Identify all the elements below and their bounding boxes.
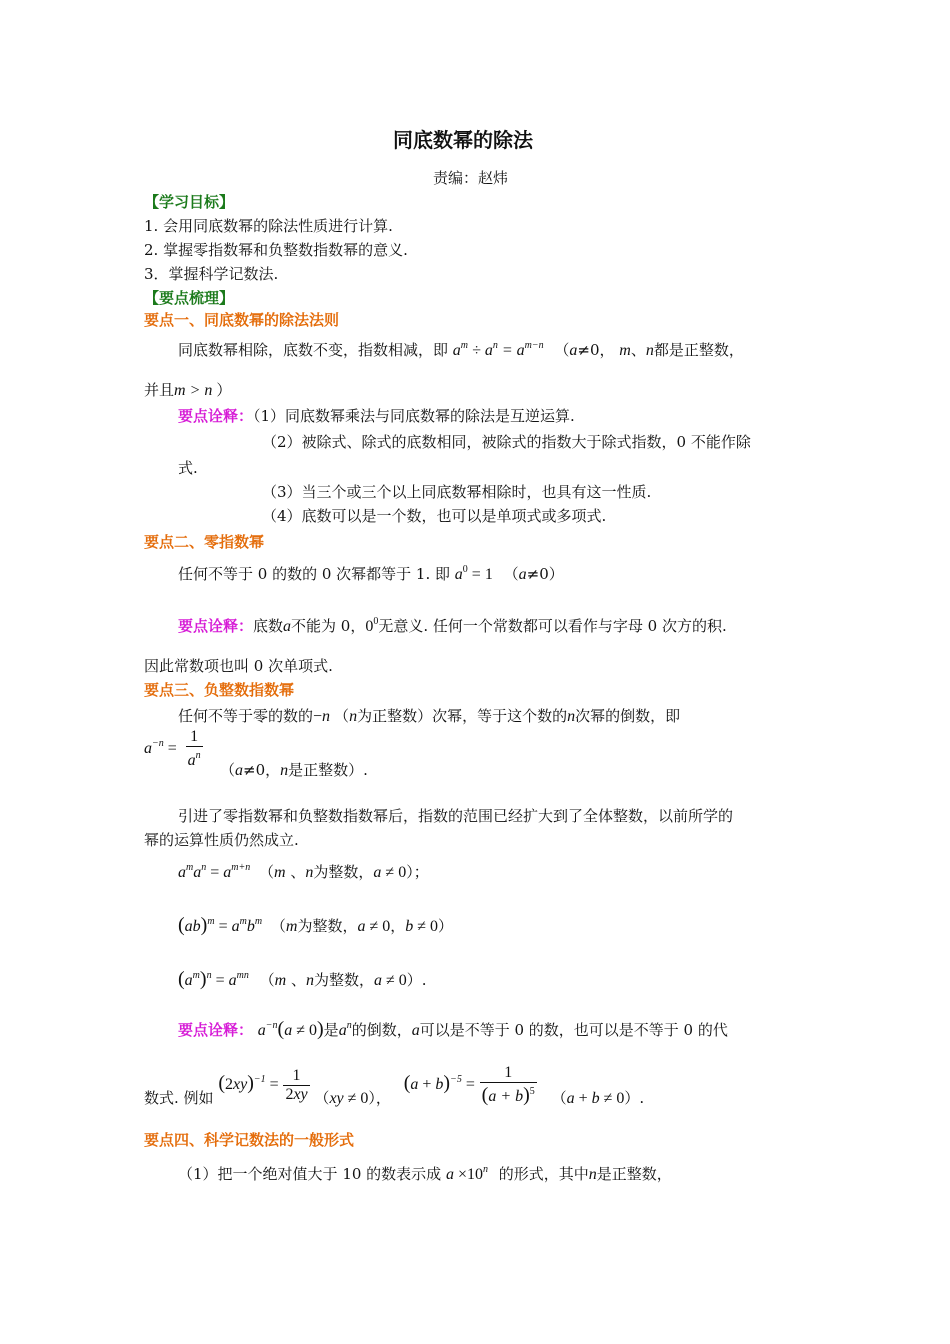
section-heading-4: 要点四、科学记数法的一般形式 bbox=[144, 1131, 355, 1149]
rule-power-of-product: $(ab)^m = a^mb^m$ （m为整数，a ≠ 0，b ≠ 0） bbox=[178, 914, 454, 936]
zero-exponent-formula: $a^0 = 1$ bbox=[454, 564, 493, 583]
negative-exponent-formula: $a^{-n}$ = $\frac{1}{a^n}$ bbox=[144, 728, 201, 769]
rule-text: 同底数幂相除，底数不变，指数相减，即 $a^m \div a^n = a^{m-n}$ （a≠0， m、n都是正整数， bbox=[178, 340, 744, 359]
zero-exponent-note-cont: 因此常数项也叫 0 次单项式. bbox=[144, 657, 333, 675]
example-line: 数式. 例如 $(2xy)^{-1}$ = $\frac{1}{2xy}$ （xy ≠ 0）， $(a + b)^{-5}$ = $\frac{1}{(a + b)^5}$ （a + b ≠ 0）. bbox=[144, 1064, 645, 1107]
note-label: 要点诠释： bbox=[178, 617, 254, 635]
scientific-notation-rule: （1）把一个绝对值大于 10 的数表示成 $a \times 10^n$ 的形式，其中n是正整数， bbox=[178, 1164, 672, 1183]
division-formula: $a^m \div a^n = a^{m-n}$ bbox=[452, 340, 544, 359]
objective-item: 1. 会用同底数幂的除法性质进行计算. bbox=[144, 217, 393, 235]
objectives-heading: 【学习目标】 bbox=[144, 193, 235, 211]
note-4: （4）底数可以是一个数，也可以是单项式或多项式. bbox=[262, 507, 607, 525]
integer-exponent-para: 引进了零指数幂和负整数指数幂后，指数的范围已经扩大到了全体整数，以前所学的 bbox=[178, 807, 734, 825]
negative-exponent-cond: （a≠0，n是正整数）. bbox=[220, 761, 368, 779]
rule-product: $a^ma^n = a^{m+n}$ （m 、n为整数，a ≠ 0）； bbox=[178, 862, 429, 881]
note-2-cont: 式. bbox=[178, 459, 198, 477]
negative-exponent-rule: 任何不等于零的数的−n （n为正整数）次幂，等于这个数的n次幂的倒数，即 bbox=[178, 707, 681, 725]
note-1: 要点诠释：（1）同底数幂乘法与同底数幂的除法是互逆运算. bbox=[178, 407, 575, 425]
note-3: （3）当三个或三个以上同底数幂相除时，也具有这一性质. bbox=[262, 483, 652, 501]
section-heading-2: 要点二、零指数幂 bbox=[144, 533, 265, 551]
note-2: （2）被除式、除式的底数相同，被除式的指数大于除式指数，0 不能作除 bbox=[262, 433, 751, 451]
rule-condition: 并且m > n ） bbox=[144, 381, 232, 399]
section-heading-3: 要点三、负整数指数幂 bbox=[144, 681, 295, 699]
note-label: 要点诠释： bbox=[178, 1021, 254, 1039]
author-line: 责编：赵炜 bbox=[433, 169, 509, 187]
page-title: 同底数幂的除法 bbox=[393, 128, 533, 152]
section-heading-1: 要点一、同底数幂的除法法则 bbox=[144, 311, 340, 329]
rule-power-of-power: $(a^m)^n = a^{mn}$ （m 、n为整数，a ≠ 0）. bbox=[178, 968, 427, 990]
objective-item: 2. 掌握零指数幂和负整数指数幂的意义. bbox=[144, 241, 408, 259]
points-heading: 【要点梳理】 bbox=[144, 289, 235, 307]
reciprocal-note: 要点诠释： $a^{-n}(a \ne 0)$是$a^n$的倒数，a可以是不等于 0 的数，也可以是不等于 0 的代 bbox=[178, 1018, 728, 1040]
integer-exponent-para-cont: 幂的运算性质仍然成立. bbox=[144, 831, 299, 849]
zero-exponent-note: 要点诠释：底数a不能为 0，$0^0$无意义. 任何一个常数都可以看作与字母 0 次方的积. bbox=[178, 616, 727, 635]
rule-text-1: 同底数幂相除，底数不变，指数相减，即 bbox=[178, 341, 449, 359]
zero-exponent-rule: 任何不等于 0 的数的 0 次幂都等于 1. 即 $a^0 = 1$ （a≠0） bbox=[178, 564, 564, 583]
note-label: 要点诠释： bbox=[178, 407, 254, 425]
objective-item: 3．掌握科学记数法. bbox=[144, 265, 279, 283]
